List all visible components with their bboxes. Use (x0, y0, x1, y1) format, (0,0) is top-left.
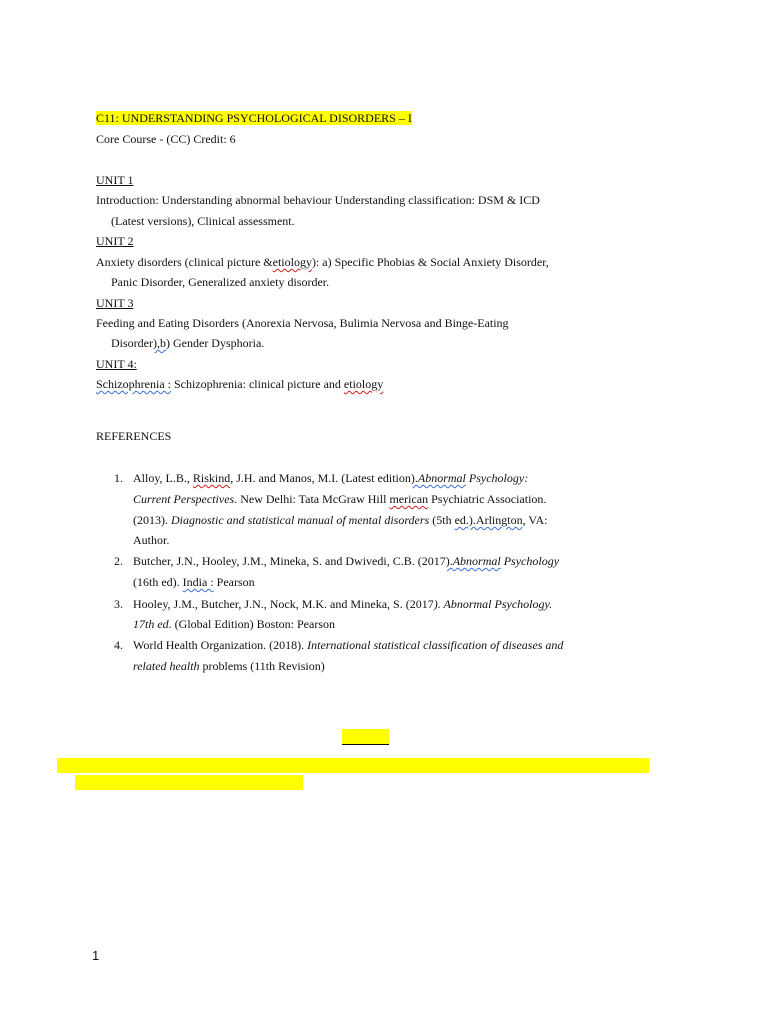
reference-line: related health problems (11th Revision) (133, 659, 325, 673)
unit-1-text-line-2: (Latest versions), Clinical assessment. (111, 214, 295, 228)
unit-2-heading: UNIT 2 (96, 234, 134, 248)
unit-3-text-line-2: Disorder),b) Gender Dysphoria. (111, 336, 265, 350)
highlight-underline (342, 744, 389, 745)
unit-2-text-line-1: Anxiety disorders (clinical picture &etiology): a) Specific Phobias & Social Anxiety Disorder, (96, 255, 549, 269)
unit-3-text-line-1: Feeding and Eating Disorders (Anorexia Nervosa, Bulimia Nervosa and Binge-Eating (96, 316, 509, 330)
course-subtitle: Core Course - (CC) Credit: 6 (96, 132, 236, 146)
page-number: 1 (92, 948, 100, 963)
unit-4-heading: UNIT 4: (96, 357, 137, 371)
unit-4-text-line-1: Schizophrenia : Schizophrenia: clinical picture and etiology (96, 377, 384, 391)
empty-highlight-line (57, 758, 649, 773)
unit-2-text-line-2: Panic Disorder, Generalized anxiety disorder. (111, 275, 330, 289)
spelling-flag: etiology (343, 377, 384, 391)
empty-highlight-block (342, 729, 389, 744)
unit-3-heading: UNIT 3 (96, 296, 134, 310)
reference-number: 4. (114, 638, 123, 652)
grammar-flag: ),b (153, 336, 166, 350)
references-heading: REFERENCES (96, 429, 172, 443)
unit-1-text-line-1: Introduction: Understanding abnormal behaviour Understanding classification: DSM & ICD (96, 193, 540, 207)
reference-number: 1. (114, 471, 123, 485)
spelling-flag: etiology (272, 255, 312, 269)
reference-line: Author. (133, 533, 170, 547)
unit-1-heading: UNIT 1 (96, 173, 134, 187)
course-title: C11: UNDERSTANDING PSYCHOLOGICAL DISORDERS – I (96, 111, 412, 125)
reference-number: 2. (114, 554, 123, 568)
reference-line: Alloy, L.B., Riskind, J.H. and Manos, M.I. (Latest edition).Abnormal Psychology: (133, 471, 529, 485)
empty-highlight-line (75, 775, 303, 790)
reference-line: 17th ed. (Global Edition) Boston: Pearson (133, 617, 335, 631)
reference-line: Current Perspectives. New Delhi: Tata McGraw Hill merican Psychiatric Association. (133, 492, 547, 506)
reference-number: 3. (114, 597, 123, 611)
reference-line: Hooley, J.M., Butcher, J.N., Nock, M.K. and Mineka, S. (2017). Abnormal Psychology. (133, 597, 553, 611)
reference-line: Butcher, J.N., Hooley, J.M., Mineka, S. and Dwivedi, C.B. (2017).Abnormal Psychology (133, 554, 560, 568)
reference-line: World Health Organization. (2018). International statistical classification of diseases and (133, 638, 564, 652)
grammar-flag: Schizophrenia : (96, 377, 171, 391)
reference-line: (16th ed). India : Pearson (133, 575, 255, 589)
reference-line: (2013). Diagnostic and statistical manual of mental disorders (5th ed.).Arlington, VA: (133, 513, 548, 527)
